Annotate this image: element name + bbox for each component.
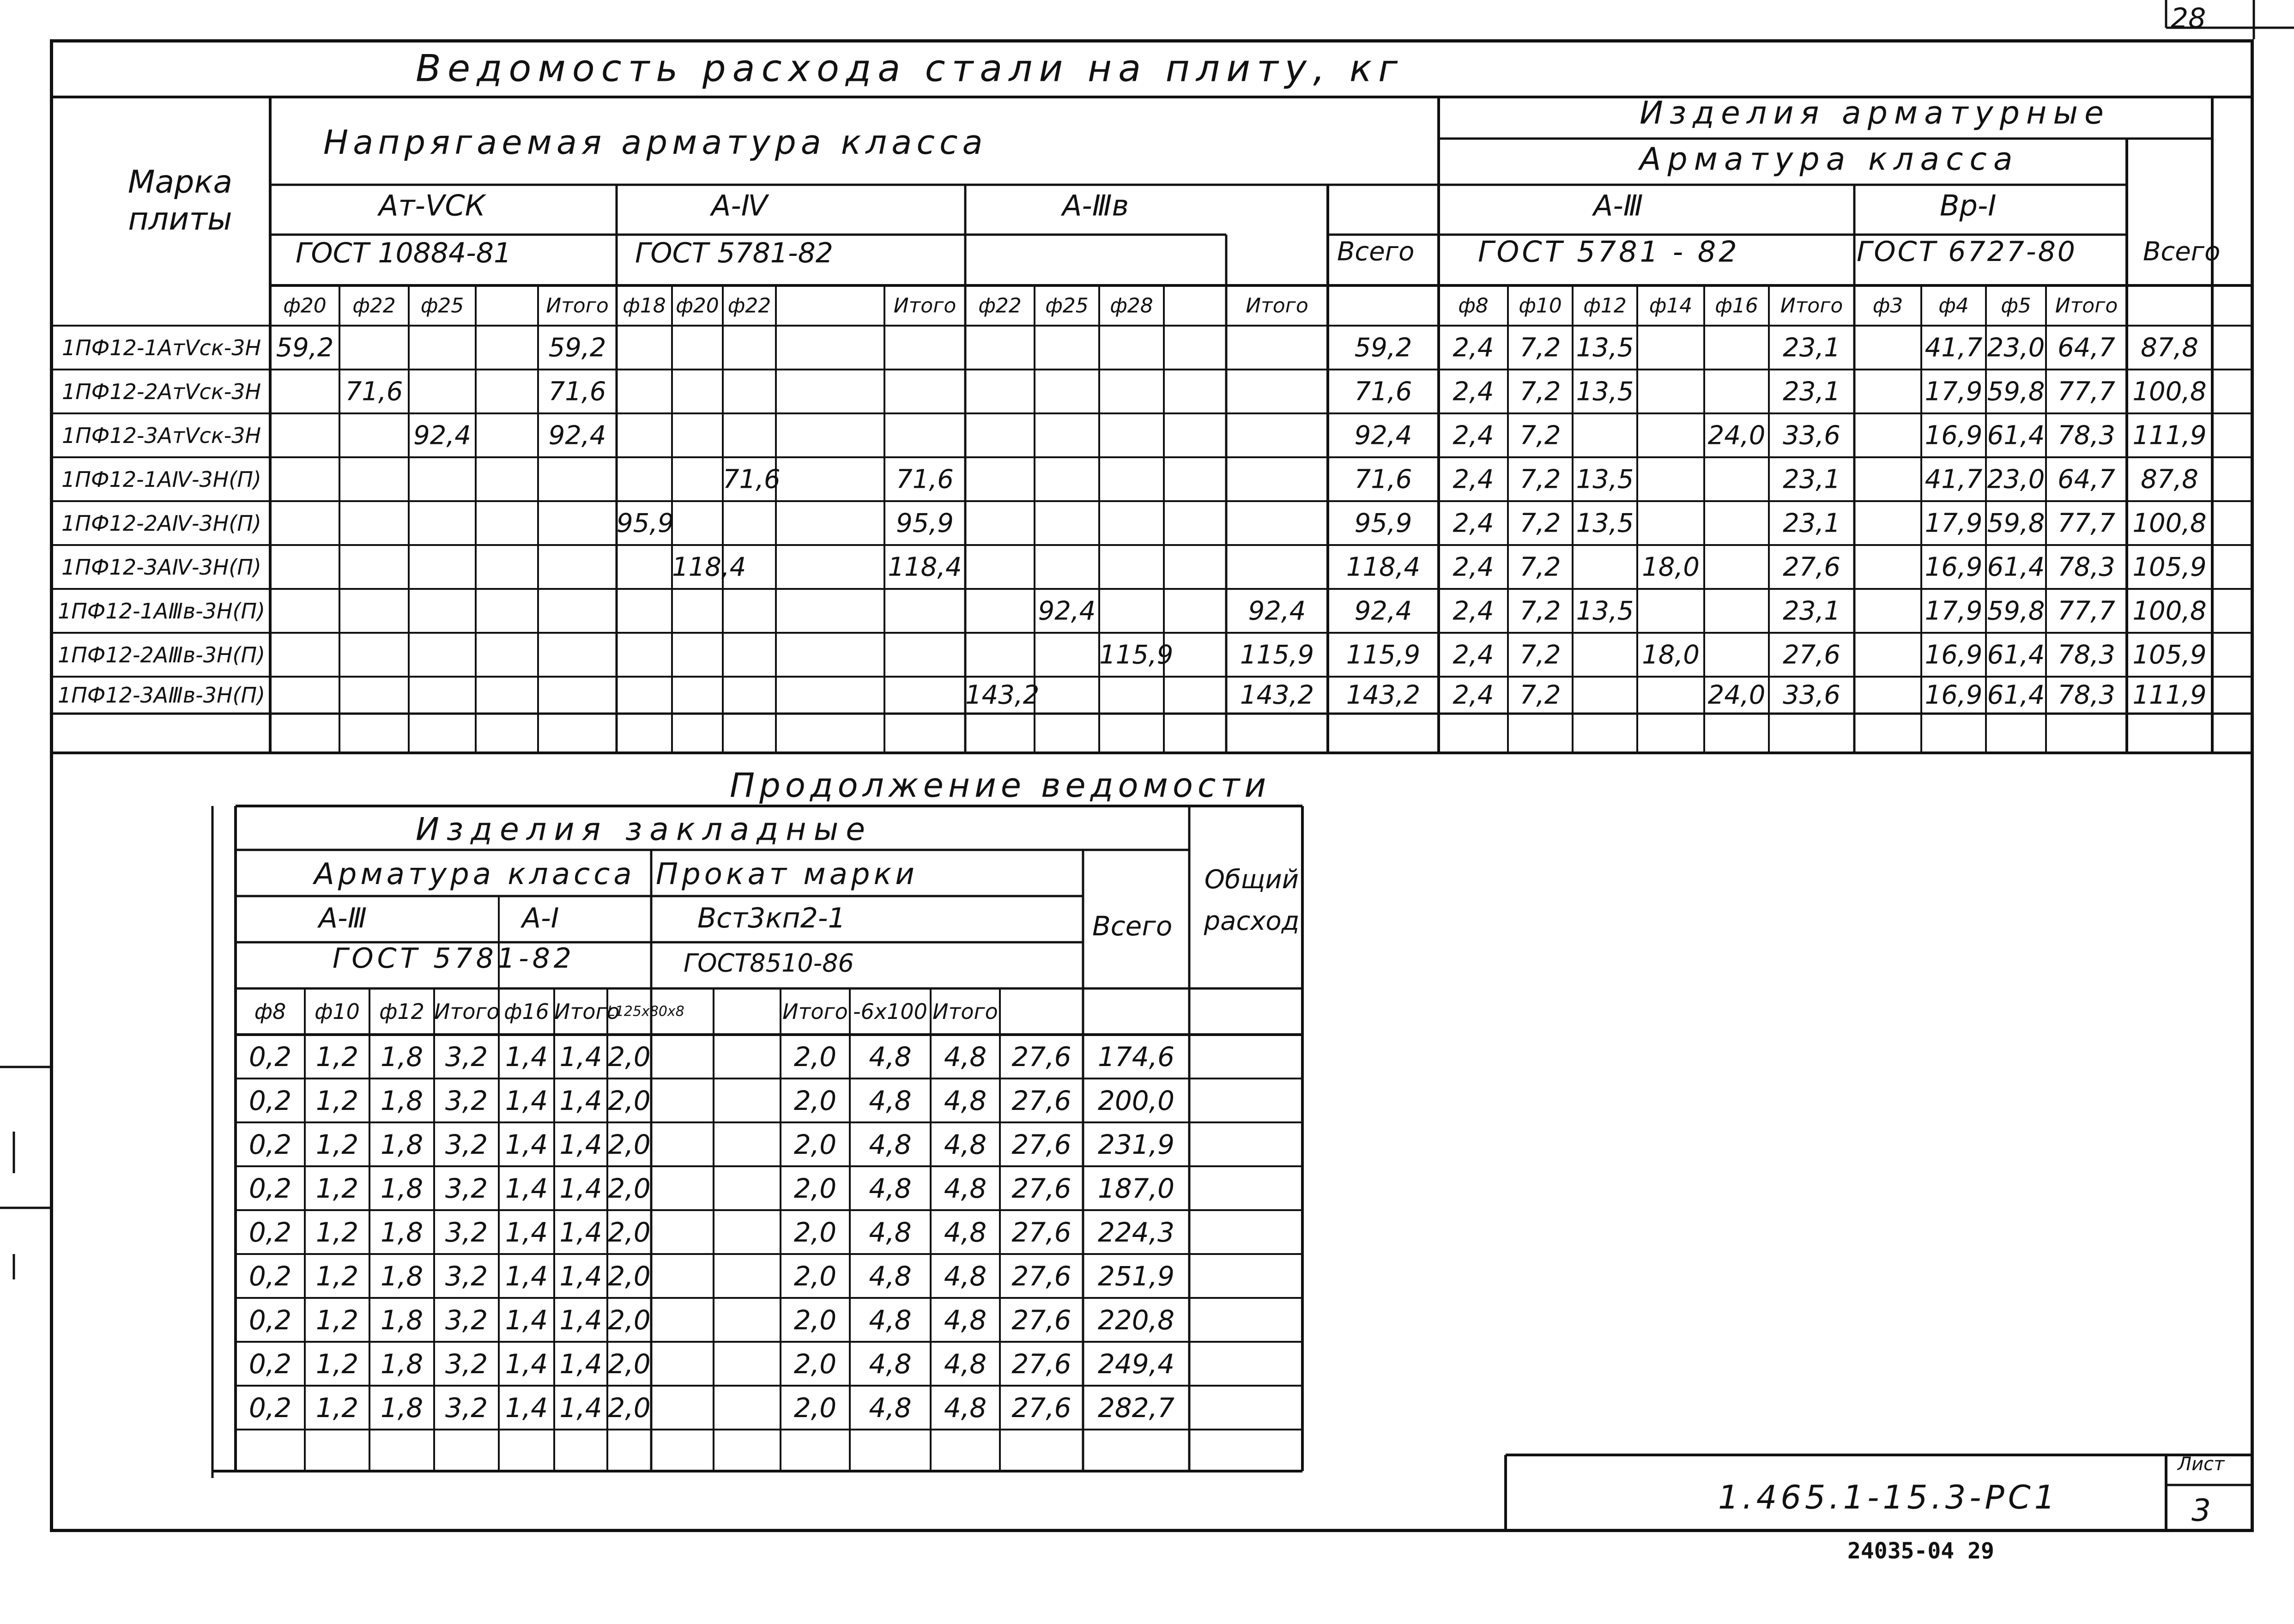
table-cell: 18,0 <box>1642 640 1700 670</box>
table-cell: 220,8 <box>1097 1304 1175 1336</box>
table-cell: 118,4 <box>888 552 962 582</box>
table-cell: 4,8 <box>869 1392 912 1424</box>
table-cell: 4,8 <box>944 1085 987 1116</box>
table-cell: 1,4 <box>505 1128 548 1160</box>
table-cell: 7,2 <box>1519 640 1561 670</box>
gost-5781: ГОСТ 5781-82 <box>635 237 833 269</box>
table-cell: 1,4 <box>505 1348 548 1380</box>
table-cell: 78,3 <box>2058 420 2115 450</box>
bottom-total-header: Всего <box>1092 910 1173 942</box>
rebar-class-header: Арматура класса <box>1640 141 2019 178</box>
table-cell: 27,6 <box>1783 640 1840 670</box>
table-cell: 92,4 <box>1038 596 1096 626</box>
slab-mark: 1ПФ12-3АⅣ-3Н(П) <box>61 554 261 580</box>
overall-consumption-header: Общий расход <box>1204 865 1300 936</box>
slab-mark: 1ПФ12-3АⅢв-3Н(П) <box>57 683 266 708</box>
table-cell: 13,5 <box>1576 508 1634 538</box>
table-cell: 27,6 <box>1011 1128 1071 1160</box>
diameter-header: Итого <box>782 999 848 1024</box>
table-cell: 64,7 <box>2058 464 2115 494</box>
bottom-gost-5781: ГОСТ 5781-82 <box>333 942 575 975</box>
table-cell: 3,2 <box>445 1260 488 1292</box>
table-cell: 13,5 <box>1576 464 1634 494</box>
table-cell: 0,2 <box>248 1260 292 1292</box>
table-cell: 71,6 <box>548 376 606 406</box>
class-a3-header: А-Ⅲ <box>1593 188 1643 223</box>
table-cell: 92,4 <box>548 420 606 450</box>
table-cell: 87,8 <box>2141 464 2198 494</box>
table-cell: 2,4 <box>1453 640 1494 670</box>
rolled-header: Прокат марки <box>656 857 918 891</box>
table-cell: 1,4 <box>559 1041 602 1073</box>
table-cell: 95,9 <box>896 508 954 538</box>
table-cell: 2,0 <box>793 1041 837 1073</box>
diameter-header: Итого <box>546 294 609 318</box>
table-cell: 4,8 <box>944 1128 987 1160</box>
table-cell: 1,8 <box>380 1085 424 1116</box>
table-cell: 118,4 <box>672 552 746 582</box>
diameter-header: ф12 <box>1583 294 1627 318</box>
table-cell: 1,4 <box>559 1216 602 1248</box>
class-a4-header: А-Ⅳ <box>711 188 768 223</box>
table-cell: 2,4 <box>1453 680 1494 710</box>
table-cell: 3,2 <box>445 1085 488 1116</box>
table-cell: 2,0 <box>793 1085 837 1116</box>
table-cell: 2,0 <box>608 1085 651 1116</box>
table-cell: 2,4 <box>1453 552 1494 582</box>
gost-8510: ГОСТ8510-86 <box>684 948 854 978</box>
table-cell: 7,2 <box>1519 596 1561 626</box>
table-cell: 59,2 <box>276 333 334 363</box>
table-cell: 115,9 <box>1240 640 1314 670</box>
table-cell: 77,7 <box>2058 596 2115 626</box>
table-cell: 105,9 <box>2132 552 2207 582</box>
table-cell: 3,2 <box>445 1041 488 1073</box>
diameter-header: ф14 <box>1649 294 1693 318</box>
diameter-header: Итого <box>893 294 956 318</box>
sheet-number: 3 <box>2191 1492 2211 1528</box>
table-cell: 59,2 <box>1354 333 1412 363</box>
diameter-header: ф4 <box>1938 294 1969 318</box>
table-cell: 27,6 <box>1011 1085 1071 1116</box>
table-cell: 187,0 <box>1097 1172 1175 1204</box>
table-cell: 23,0 <box>1987 333 2045 363</box>
table-cell: 61,4 <box>1987 680 2045 710</box>
table-cell: 1,4 <box>505 1304 548 1336</box>
table-cell: 41,7 <box>1925 464 1983 494</box>
table-cell: 1,2 <box>315 1172 359 1204</box>
table-cell: 4,8 <box>944 1041 987 1073</box>
table-cell: 2,4 <box>1453 333 1494 363</box>
table-cell: 1,4 <box>559 1348 602 1380</box>
diameter-header: ф22 <box>352 294 396 318</box>
products-header: Изделия арматурные <box>1640 95 2110 132</box>
table-cell: 1,8 <box>380 1304 424 1336</box>
table-cell: 95,9 <box>1354 508 1412 538</box>
table-cell: 59,8 <box>1987 596 2045 626</box>
diameter-header: ф8 <box>1458 294 1489 318</box>
table-cell: 100,8 <box>2132 508 2207 538</box>
table-cell: 1,4 <box>559 1304 602 1336</box>
table-cell: 2,0 <box>608 1128 651 1160</box>
table-cell: 71,6 <box>345 376 403 406</box>
table-cell: 27,6 <box>1011 1041 1071 1073</box>
table-cell: 7,2 <box>1519 376 1561 406</box>
table-cell: 0,2 <box>248 1216 292 1248</box>
diameter-header: ф25 <box>1045 294 1089 318</box>
continuation-title: Продолжение ведомости <box>730 766 1271 805</box>
table-cell: 111,9 <box>2132 680 2207 710</box>
table-cell: 71,6 <box>1354 464 1412 494</box>
table-cell: 143,2 <box>1346 680 1421 710</box>
table-cell: 23,1 <box>1783 596 1840 626</box>
table-cell: 231,9 <box>1097 1128 1175 1160</box>
table-cell: 7,2 <box>1519 420 1561 450</box>
table-cell: 1,4 <box>505 1085 548 1116</box>
table-cell: 27,6 <box>1011 1260 1071 1292</box>
table-cell: 2,4 <box>1453 464 1494 494</box>
diameter-header: ф20 <box>676 294 719 318</box>
table-cell: 13,5 <box>1576 333 1634 363</box>
table-cell: 2,0 <box>793 1172 837 1204</box>
table-cell: 23,1 <box>1783 508 1840 538</box>
table-cell: 92,4 <box>1248 596 1306 626</box>
table-cell: 87,8 <box>2141 333 2198 363</box>
table-cell: 1,8 <box>380 1041 424 1073</box>
table-cell: 16,9 <box>1925 420 1983 450</box>
table-cell: 1,4 <box>559 1392 602 1424</box>
diameter-header: ф22 <box>727 294 771 318</box>
table-cell: 16,9 <box>1925 552 1983 582</box>
table-cell: 115,9 <box>1346 640 1421 670</box>
table-cell: 0,2 <box>248 1128 292 1160</box>
table-cell: 92,4 <box>1354 596 1412 626</box>
table-cell: 3,2 <box>445 1172 488 1204</box>
table-cell: 0,2 <box>248 1304 292 1336</box>
table-cell: 2,0 <box>793 1216 837 1248</box>
diameter-header: ф5 <box>2001 294 2031 318</box>
table-cell: 2,0 <box>793 1128 837 1160</box>
table-cell: 1,8 <box>380 1172 424 1204</box>
archive-stamp: 24035-04 29 <box>1847 1538 1994 1564</box>
table-cell: 3,2 <box>445 1304 488 1336</box>
table-cell: 18,0 <box>1642 552 1700 582</box>
slab-mark: 1ПФ12-1АⅢв-3Н(П) <box>57 598 266 624</box>
total-header: Всего <box>1337 236 1415 267</box>
diameter-header: -6x100 <box>853 999 927 1024</box>
table-cell: 78,3 <box>2058 680 2115 710</box>
table-cell: 1,2 <box>315 1304 359 1336</box>
table-cell: 4,8 <box>869 1304 912 1336</box>
bottom-rebar-class-header: Арматура класса <box>314 857 636 891</box>
statement-title: Ведомость расхода стали на плиту, кг <box>416 47 1404 90</box>
diameter-header: ф28 <box>1110 294 1153 318</box>
table-cell: 77,7 <box>2058 508 2115 538</box>
table-cell: 71,6 <box>1354 376 1412 406</box>
table-cell: 33,6 <box>1783 420 1840 450</box>
table-cell: 1,8 <box>380 1392 424 1424</box>
table-cell: 17,9 <box>1925 376 1983 406</box>
table-cell: 4,8 <box>944 1216 987 1248</box>
table-cell: 41,7 <box>1925 333 1983 363</box>
table-cell: 92,4 <box>413 420 471 450</box>
table-cell: 33,6 <box>1783 680 1840 710</box>
bottom-class-a3: А-Ⅲ <box>319 902 367 934</box>
table-cell: 111,9 <box>2132 420 2207 450</box>
table-cell: 7,2 <box>1519 552 1561 582</box>
table-cell: 2,0 <box>793 1392 837 1424</box>
table-cell: 24,0 <box>1707 420 1766 450</box>
table-cell: 3,2 <box>445 1216 488 1248</box>
table-cell: 2,0 <box>793 1304 837 1336</box>
diameter-header: ф12 <box>379 999 424 1024</box>
table-cell: 1,4 <box>505 1392 548 1424</box>
table-cell: 1,4 <box>559 1128 602 1160</box>
table-cell: 7,2 <box>1519 333 1561 363</box>
slab-mark: 1ПФ12-3АтⅤск-3Н <box>61 423 261 448</box>
diameter-header: Итого <box>1780 294 1843 318</box>
table-cell: 4,8 <box>869 1216 912 1248</box>
table-cell: 1,8 <box>380 1216 424 1248</box>
table-cell: 2,0 <box>608 1172 651 1204</box>
table-cell: 4,8 <box>869 1172 912 1204</box>
table-cell: 4,8 <box>869 1041 912 1073</box>
gost-5781-products: ГОСТ 5781 - 82 <box>1478 235 1740 269</box>
table-cell: 7,2 <box>1519 464 1561 494</box>
diameter-header: ф8 <box>254 999 286 1024</box>
table-cell: 1,4 <box>505 1260 548 1292</box>
table-cell: 2,4 <box>1453 420 1494 450</box>
table-cell: 174,6 <box>1097 1041 1175 1073</box>
table-cell: 2,0 <box>793 1348 837 1380</box>
table-cell: 4,8 <box>944 1304 987 1336</box>
table-cell: 1,4 <box>559 1172 602 1204</box>
diameter-header: ф25 <box>420 294 464 318</box>
tensioned-rebar-header: Напрягаемая арматура класса <box>323 123 987 162</box>
class-bp-header: Вр-Ⅰ <box>1940 188 1997 223</box>
table-cell: 0,2 <box>248 1392 292 1424</box>
table-cell: 1,2 <box>315 1392 359 1424</box>
table-cell: 3,2 <box>445 1128 488 1160</box>
table-cell: 17,9 <box>1925 508 1983 538</box>
diameter-header: Итого <box>554 999 620 1024</box>
table-cell: 4,8 <box>869 1128 912 1160</box>
table-cell: 2,0 <box>608 1304 651 1336</box>
table-cell: 1,4 <box>505 1216 548 1248</box>
table-cell: 4,8 <box>944 1348 987 1380</box>
slab-mark: 1ПФ12-2АтⅤск-3Н <box>61 379 261 404</box>
total-products-header: Всего <box>2143 236 2221 267</box>
table-cell: 61,4 <box>1987 420 2045 450</box>
table-cell: 3,2 <box>445 1392 488 1424</box>
table-cell: 3,2 <box>445 1348 488 1380</box>
table-cell: 143,2 <box>1240 680 1314 710</box>
table-cell: 16,9 <box>1925 680 1983 710</box>
table-cell: 4,8 <box>869 1085 912 1116</box>
table-cell: 59,2 <box>548 333 606 363</box>
table-cell: 100,8 <box>2132 596 2207 626</box>
table-cell: 27,6 <box>1011 1216 1071 1248</box>
table-cell: 92,4 <box>1354 420 1412 450</box>
table-cell: 1,2 <box>315 1260 359 1292</box>
table-cell: 2,4 <box>1453 508 1494 538</box>
table-cell: 1,2 <box>315 1128 359 1160</box>
page-number: 28 <box>2171 2 2206 35</box>
table-cell: 78,3 <box>2058 552 2115 582</box>
diameter-header: ф16 <box>504 999 549 1024</box>
diameter-header: ф10 <box>1519 294 1562 318</box>
table-cell: 1,4 <box>559 1085 602 1116</box>
table-cell: 1,4 <box>505 1172 548 1204</box>
table-cell: 2,4 <box>1453 376 1494 406</box>
table-cell: 100,8 <box>2132 376 2207 406</box>
table-cell: 13,5 <box>1576 376 1634 406</box>
table-cell: 1,2 <box>315 1216 359 1248</box>
gost-10884: ГОСТ 10884-81 <box>296 237 512 269</box>
table-cell: 27,6 <box>1011 1172 1071 1204</box>
table-cell: 282,7 <box>1097 1392 1175 1424</box>
table-cell: 1,2 <box>315 1085 359 1116</box>
diameter-header: L125x80x8 <box>607 1003 684 1020</box>
table-cell: 4,8 <box>944 1260 987 1292</box>
table-cell: 23,1 <box>1783 464 1840 494</box>
table-cell: 1,4 <box>559 1260 602 1292</box>
table-cell: 7,2 <box>1519 680 1561 710</box>
table-cell: 115,9 <box>1099 640 1174 670</box>
table-cell: 143,2 <box>965 680 1040 710</box>
table-cell: 251,9 <box>1097 1260 1175 1292</box>
table-cell: 1,4 <box>505 1041 548 1073</box>
table-cell: 2,0 <box>608 1392 651 1424</box>
table-cell: 224,3 <box>1097 1216 1175 1248</box>
table-cell: 2,4 <box>1453 596 1494 626</box>
table-cell: 71,6 <box>896 464 954 494</box>
table-cell: 4,8 <box>944 1172 987 1204</box>
table-cell: 61,4 <box>1987 552 2045 582</box>
table-cell: 61,4 <box>1987 640 2045 670</box>
diameter-header: ф10 <box>315 999 360 1024</box>
table-cell: 1,8 <box>380 1128 424 1160</box>
bottom-class-a1: А-Ⅰ <box>522 902 559 934</box>
table-cell: 200,0 <box>1097 1085 1175 1116</box>
table-cell: 4,8 <box>944 1392 987 1424</box>
table-cell: 17,9 <box>1925 596 1983 626</box>
table-cell: 23,0 <box>1987 464 2045 494</box>
slab-mark: 1ПФ12-1АⅣ-3Н(П) <box>61 467 261 492</box>
table-cell: 13,5 <box>1576 596 1634 626</box>
table-cell: 27,6 <box>1783 552 1840 582</box>
table-cell: 2,0 <box>608 1041 651 1073</box>
table-cell: 77,7 <box>2058 376 2115 406</box>
table-cell: 27,6 <box>1011 1392 1071 1424</box>
table-cell: 4,8 <box>869 1260 912 1292</box>
diameter-header: ф18 <box>623 294 666 318</box>
table-cell: 23,1 <box>1783 333 1840 363</box>
gost-6727: ГОСТ 6727-80 <box>1857 236 2077 268</box>
col-mark-header: Марка плиты <box>127 164 233 237</box>
table-cell: 1,8 <box>380 1348 424 1380</box>
slab-mark: 1ПФ12-2АⅣ-3Н(П) <box>61 510 261 536</box>
table-cell: 23,1 <box>1783 376 1840 406</box>
table-cell: 71,6 <box>723 464 781 494</box>
diameter-header: Итого <box>932 999 998 1024</box>
sheet-label: Лист <box>2178 1454 2225 1475</box>
table-cell: 2,0 <box>608 1348 651 1380</box>
table-cell: 0,2 <box>248 1041 292 1073</box>
table-cell: 0,2 <box>248 1085 292 1116</box>
table-cell: 78,3 <box>2058 640 2115 670</box>
class-a3v-header: А-Ⅲв <box>1062 188 1129 223</box>
diameter-header: ф22 <box>978 294 1022 318</box>
diameter-header: Итого <box>2055 294 2118 318</box>
slab-mark: 1ПФ12-1АтⅤск-3Н <box>61 335 261 360</box>
slab-mark: 1ПФ12-2АⅢв-3Н(П) <box>57 642 266 667</box>
table-cell: 4,8 <box>869 1348 912 1380</box>
table-cell: 64,7 <box>2058 333 2115 363</box>
table-cell: 0,2 <box>248 1172 292 1204</box>
table-cell: 59,8 <box>1987 376 2045 406</box>
diameter-header: ф16 <box>1715 294 1758 318</box>
table-cell: 0,2 <box>248 1348 292 1380</box>
table-cell: 2,0 <box>608 1260 651 1292</box>
table-cell: 59,8 <box>1987 508 2045 538</box>
document-code: 1.465.1-15.3-РС1 <box>1718 1479 2059 1516</box>
table-cell: 249,4 <box>1097 1348 1175 1380</box>
steel-grade: Вст3кп2-1 <box>697 902 846 934</box>
embedded-header: Изделия закладные <box>416 811 873 848</box>
table-cell: 27,6 <box>1011 1304 1071 1336</box>
diameter-header: Итого <box>1246 294 1308 318</box>
table-cell: 118,4 <box>1346 552 1421 582</box>
table-cell: 27,6 <box>1011 1348 1071 1380</box>
table-cell: 16,9 <box>1925 640 1983 670</box>
table-cell: 1,8 <box>380 1260 424 1292</box>
diameter-header: Итого <box>434 999 500 1024</box>
table-cell: 24,0 <box>1707 680 1766 710</box>
diameter-header: ф20 <box>283 294 327 318</box>
class-at-header: Ат-ⅤСК <box>379 188 485 223</box>
table-cell: 1,2 <box>315 1041 359 1073</box>
table-cell: 2,0 <box>793 1260 837 1292</box>
table-cell: 2,0 <box>608 1216 651 1248</box>
table-cell: 95,9 <box>617 508 674 538</box>
table-cell: 7,2 <box>1519 508 1561 538</box>
diameter-header: ф3 <box>1872 294 1903 318</box>
table-cell: 1,2 <box>315 1348 359 1380</box>
table-cell: 105,9 <box>2132 640 2207 670</box>
